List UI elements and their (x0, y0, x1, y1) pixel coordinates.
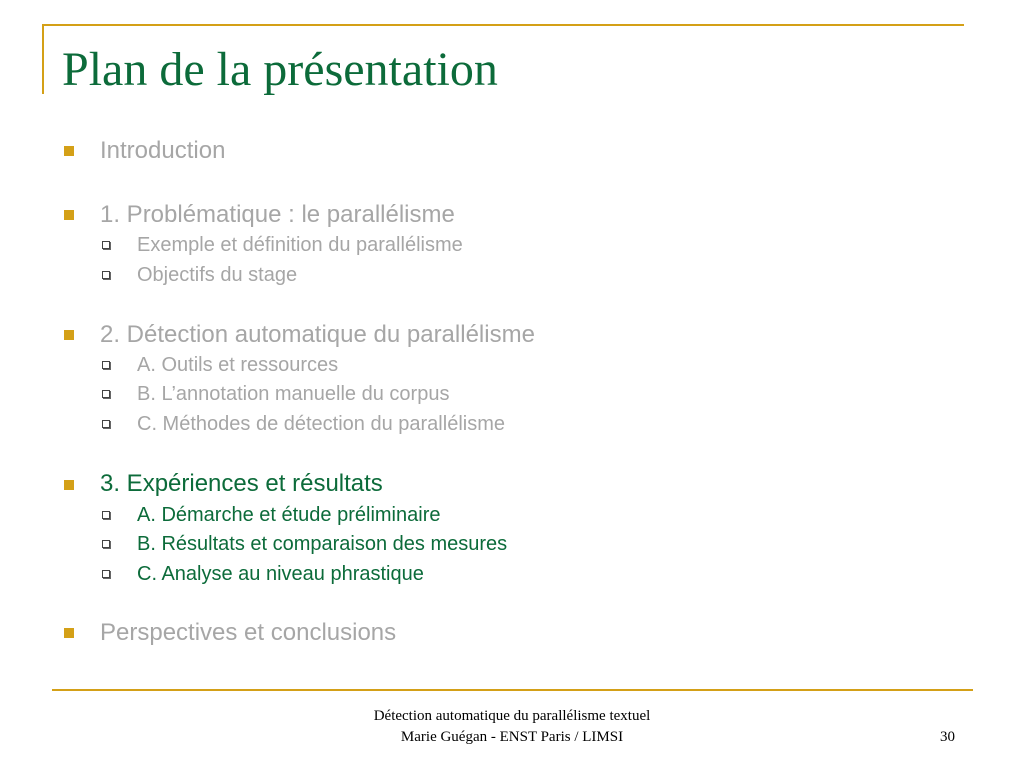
agenda-item-section-1: 1. Problématique : le parallélisme (100, 201, 455, 228)
square-bullet-icon (64, 628, 74, 638)
agenda-item-conclusion: Perspectives et conclusions (100, 619, 397, 646)
hollow-square-bullet-icon (102, 271, 110, 279)
agenda-subitem: A. Démarche et étude préliminaire (137, 504, 441, 526)
agenda-subitem: A. Outils et ressources (137, 354, 339, 376)
agenda-item-introduction: Introduction (100, 137, 226, 164)
hollow-square-bullet-icon (102, 420, 110, 428)
hollow-square-bullet-icon (102, 390, 110, 398)
hollow-square-bullet-icon (102, 241, 110, 249)
page-number: 30 (940, 729, 955, 745)
hollow-square-bullet-icon (102, 540, 110, 548)
square-bullet-icon (64, 330, 74, 340)
agenda-subitem: C. Méthodes de détection du parallélisme (137, 413, 505, 435)
hollow-square-bullet-icon (102, 361, 110, 369)
agenda-item-section-3: 3. Expériences et résultats (100, 470, 383, 497)
agenda-subitem: B. L’annotation manuelle du corpus (137, 383, 450, 405)
hollow-square-bullet-icon (102, 511, 110, 519)
agenda-subitem: C. Analyse au niveau phrastique (137, 563, 424, 585)
agenda-subitem: Exemple et définition du parallélisme (137, 234, 463, 256)
agenda-subitem: B. Résultats et comparaison des mesures (137, 533, 508, 555)
square-bullet-icon (64, 146, 74, 156)
slide-title: Plan de la présentation (62, 43, 498, 96)
square-bullet-icon (64, 210, 74, 220)
agenda-subitem: Objectifs du stage (137, 264, 298, 286)
square-bullet-icon (64, 480, 74, 490)
footer-title: Détection automatique du parallélisme textuel (373, 708, 651, 724)
agenda-item-section-2: 2. Détection automatique du parallélisme (100, 321, 535, 348)
footer-divider (52, 689, 973, 691)
hollow-square-bullet-icon (102, 570, 110, 578)
footer-author: Marie Guégan - ENST Paris / LIMSI (400, 729, 624, 745)
